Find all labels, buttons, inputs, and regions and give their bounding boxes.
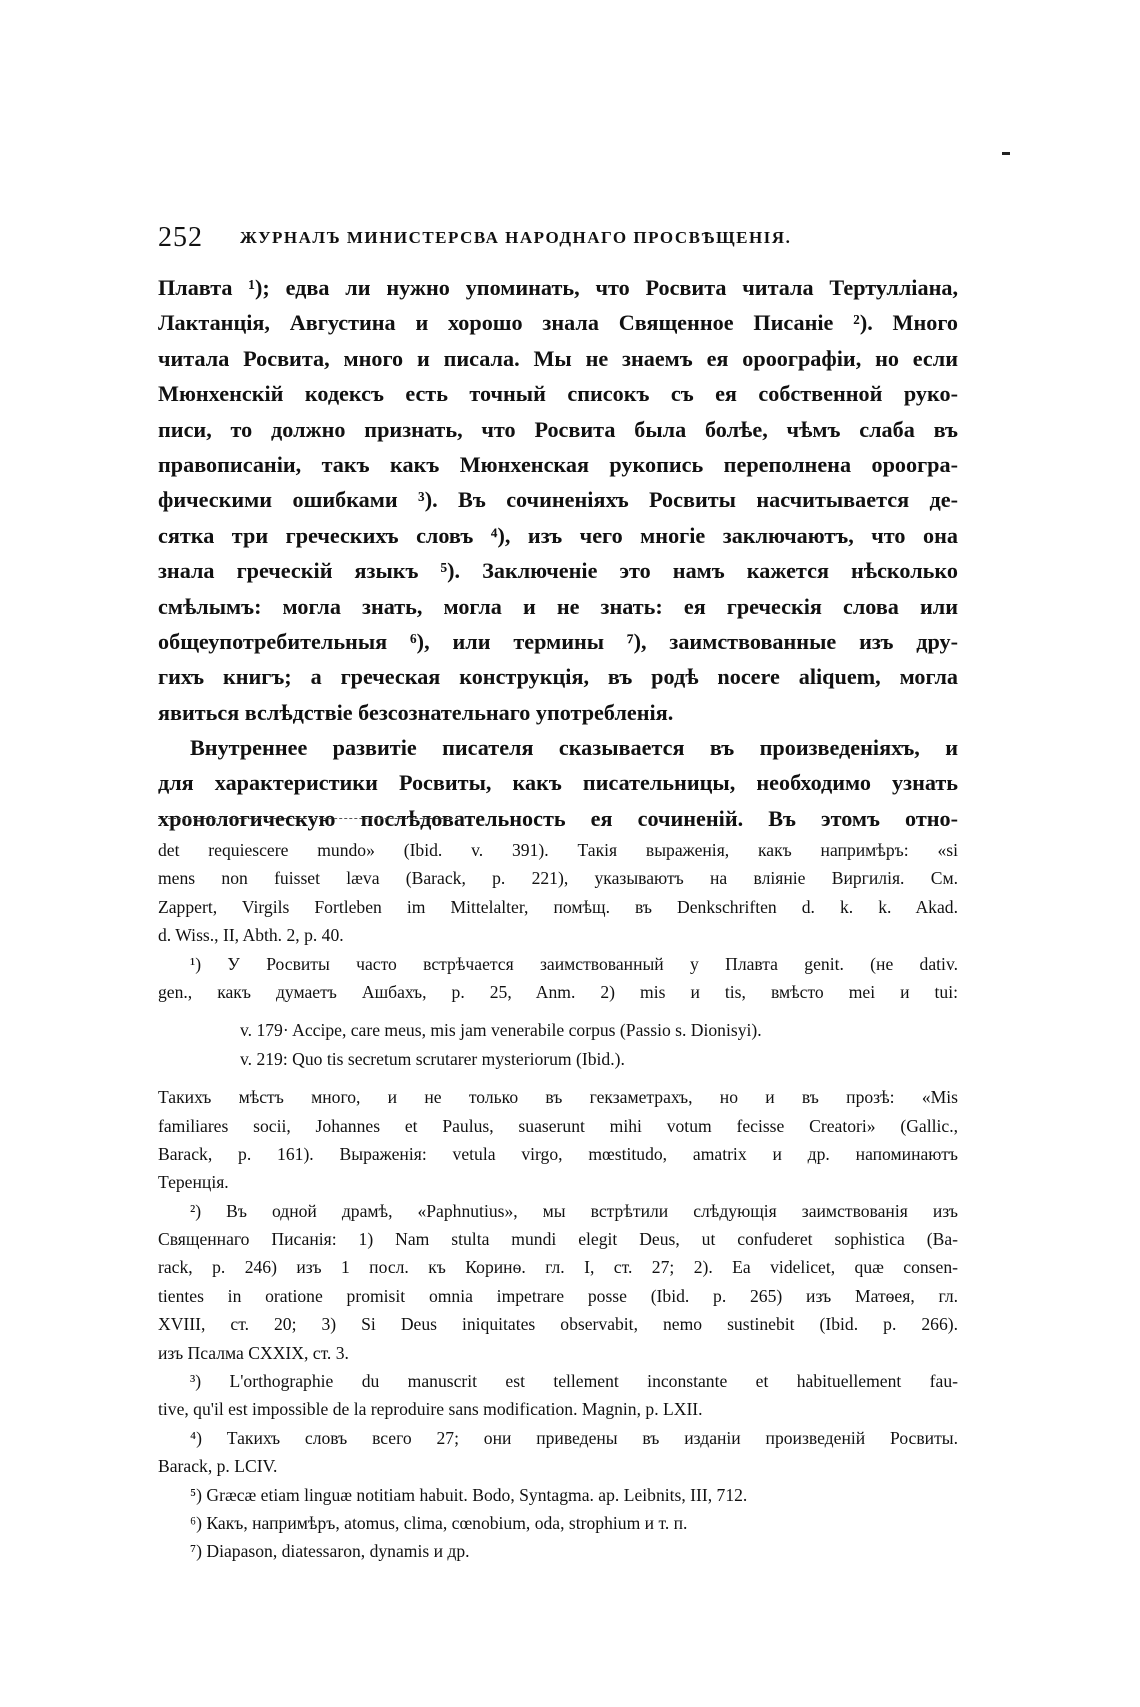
footnote-line: det requiescere mundo» (Ibid. v. 391). Такія выраженія, какъ напримѣръ: «si	[158, 840, 958, 860]
footnotes	[158, 836, 958, 1566]
text-line: общеупотребительныя ⁶), или термины ⁷), заимствованные изъ дру-	[158, 628, 958, 654]
footnote-line: ³) L'orthographie du manuscrit est tellement inconstante et habituellement fau-	[190, 1371, 958, 1392]
footnote-line: tientes in oratione promisit omnia impetrare posse (Ibid. p. 265) изъ Матѳея, гл.	[158, 1285, 958, 1306]
text-line: явиться вслѣдствіе безсознательнаго употребленія.	[158, 699, 674, 725]
footnote-line: Barack, p. 161). Выраженія: vetula virgo, mœstitudo, amatrix и др. напоминаютъ	[158, 1143, 958, 1164]
footnote-line: Такихъ мѣстъ много, и не только въ гекзаметрахъ, но и въ прозѣ: «Mis	[158, 1087, 958, 1108]
footnote-rule	[158, 818, 458, 819]
footnote-line: d. Wiss., II, Abth. 2, p. 40.	[158, 925, 344, 946]
footnote-line: Теренція.	[158, 1172, 229, 1193]
text-line: правописаніи, такъ какъ Мюнхенская рукопись переполнена ороогра-	[158, 451, 958, 477]
text-line: Мюнхенскій кодексъ есть точный списокъ съ ея собственной руко-	[158, 381, 958, 407]
main-text	[158, 270, 958, 836]
footnote-line: XVIII, ст. 20; 3) Si Deus iniquitates observabit, nemo sustinebit (Ibid. p. 266).	[158, 1314, 958, 1335]
footnote-line: ⁷) Diapason, diatessaron, dynamis и др.	[190, 1541, 470, 1562]
print-mark	[1002, 152, 1010, 155]
footnote-line: ⁴) Такихъ словъ всего 27; они приведены въ изданіи произведеній Росвиты.	[190, 1427, 958, 1448]
text-line: фическими ошибками ³). Въ сочиненіяхъ Росвиты насчитывается де-	[158, 487, 958, 513]
footnote-line: ⁵) Græcæ etiam linguæ notitiam habuit. Bodo, Syntagma. ap. Leibnits, III, 712.	[190, 1484, 748, 1505]
page-header	[158, 222, 1018, 258]
text-line: для характеристики Росвиты, какъ писательницы, необходимо узнать	[158, 770, 958, 796]
footnote-line: mens non fuisset læva (Barack, p. 221), указываютъ на вліяніе Виргилія. См.	[158, 868, 958, 889]
text-line: знала греческій языкъ ⁵). Заключеніе это намъ кажется нѣсколько	[158, 558, 958, 584]
footnote-line: Barack, p. LCIV.	[158, 1456, 278, 1477]
footnote-line: Zappert, Virgils Fortleben im Mittelalter, помѣщ. въ Denkschriften d. k. k. Akad.	[158, 896, 958, 917]
verse-quote: v. 179· Accipe, care meus, mis jam venerabile corpus (Passio s. Dionisyi).	[240, 1020, 762, 1041]
text-line: хронологическую послѣдовательность ея сочиненій. Въ этомъ отно-	[158, 805, 958, 831]
text-line: Внутреннее развитіе писателя сказывается въ произведеніяхъ, и	[190, 735, 958, 761]
footnote-line: Священнаго Писанія: 1) Nam stulta mundi elegit Deus, ut confuderet sophistica (Ba-	[158, 1229, 958, 1250]
footnote-line: familiares socii, Johannes et Paulus, suaserunt mihi votum fecisse Creatori» (Gallic.,	[158, 1115, 958, 1136]
text-line: смѣлымъ: могла знать, могла и не знать: ея греческія слова или	[158, 593, 958, 619]
footnote-line: tive, qu'il est impossible de la reproduire sans modification. Magnin, p. LXII.	[158, 1399, 703, 1420]
text-line: писи, то должно признать, что Росвита была болѣе, чѣмъ слаба въ	[158, 416, 958, 442]
footnote-line: изъ Псалма CXXIX, ст. 3.	[158, 1342, 349, 1363]
footnote-line: ²) Въ одной драмѣ, «Paphnutius», мы встрѣтили слѣдующія заимствованія изъ	[190, 1200, 958, 1221]
footnote-line: ¹) У Росвиты часто встрѣчается заимствованный у Плавта genit. (не dativ.	[190, 953, 958, 974]
running-title: ЖУРНАЛЪ МИНИСТЕРСВА НАРОДНАГО ПРОСВѢЩЕНІЯ.	[240, 228, 792, 247]
footnote-line: ⁶) Какъ, напримѣръ, atomus, clima, cœnobium, oda, strophium и т. п.	[190, 1512, 688, 1533]
text-line: сятка три греческихъ словъ ⁴), изъ чего многіе заключаютъ, что она	[158, 522, 958, 548]
text-line: Лактанція, Августина и хорошо знала Священное Писаніе ²). Много	[158, 310, 958, 336]
text-line: гихъ книгъ; а греческая конструкція, въ родѣ nocere aliquem, могла	[158, 664, 958, 690]
footnote-line: rack, p. 246) изъ 1 посл. къ Коринѳ. гл. I, ст. 27; 2). Ea videlicet, quæ consen-	[158, 1257, 958, 1278]
page-number: 252	[158, 222, 203, 253]
text-line: читала Росвита, много и писала. Мы не знаемъ ея ороографіи, но если	[158, 345, 958, 371]
text-line: Плавта ¹); едва ли нужно упоминать, что Росвита читала Тертулліана,	[158, 275, 958, 300]
footnote-line: gen., какъ думаетъ Ашбахъ, p. 25, Anm. 2) mis и tis, вмѣсто mei и tui:	[158, 981, 958, 1002]
verse-quote: v. 219: Quo tis secretum scrutarer mysteriorum (Ibid.).	[240, 1048, 625, 1069]
